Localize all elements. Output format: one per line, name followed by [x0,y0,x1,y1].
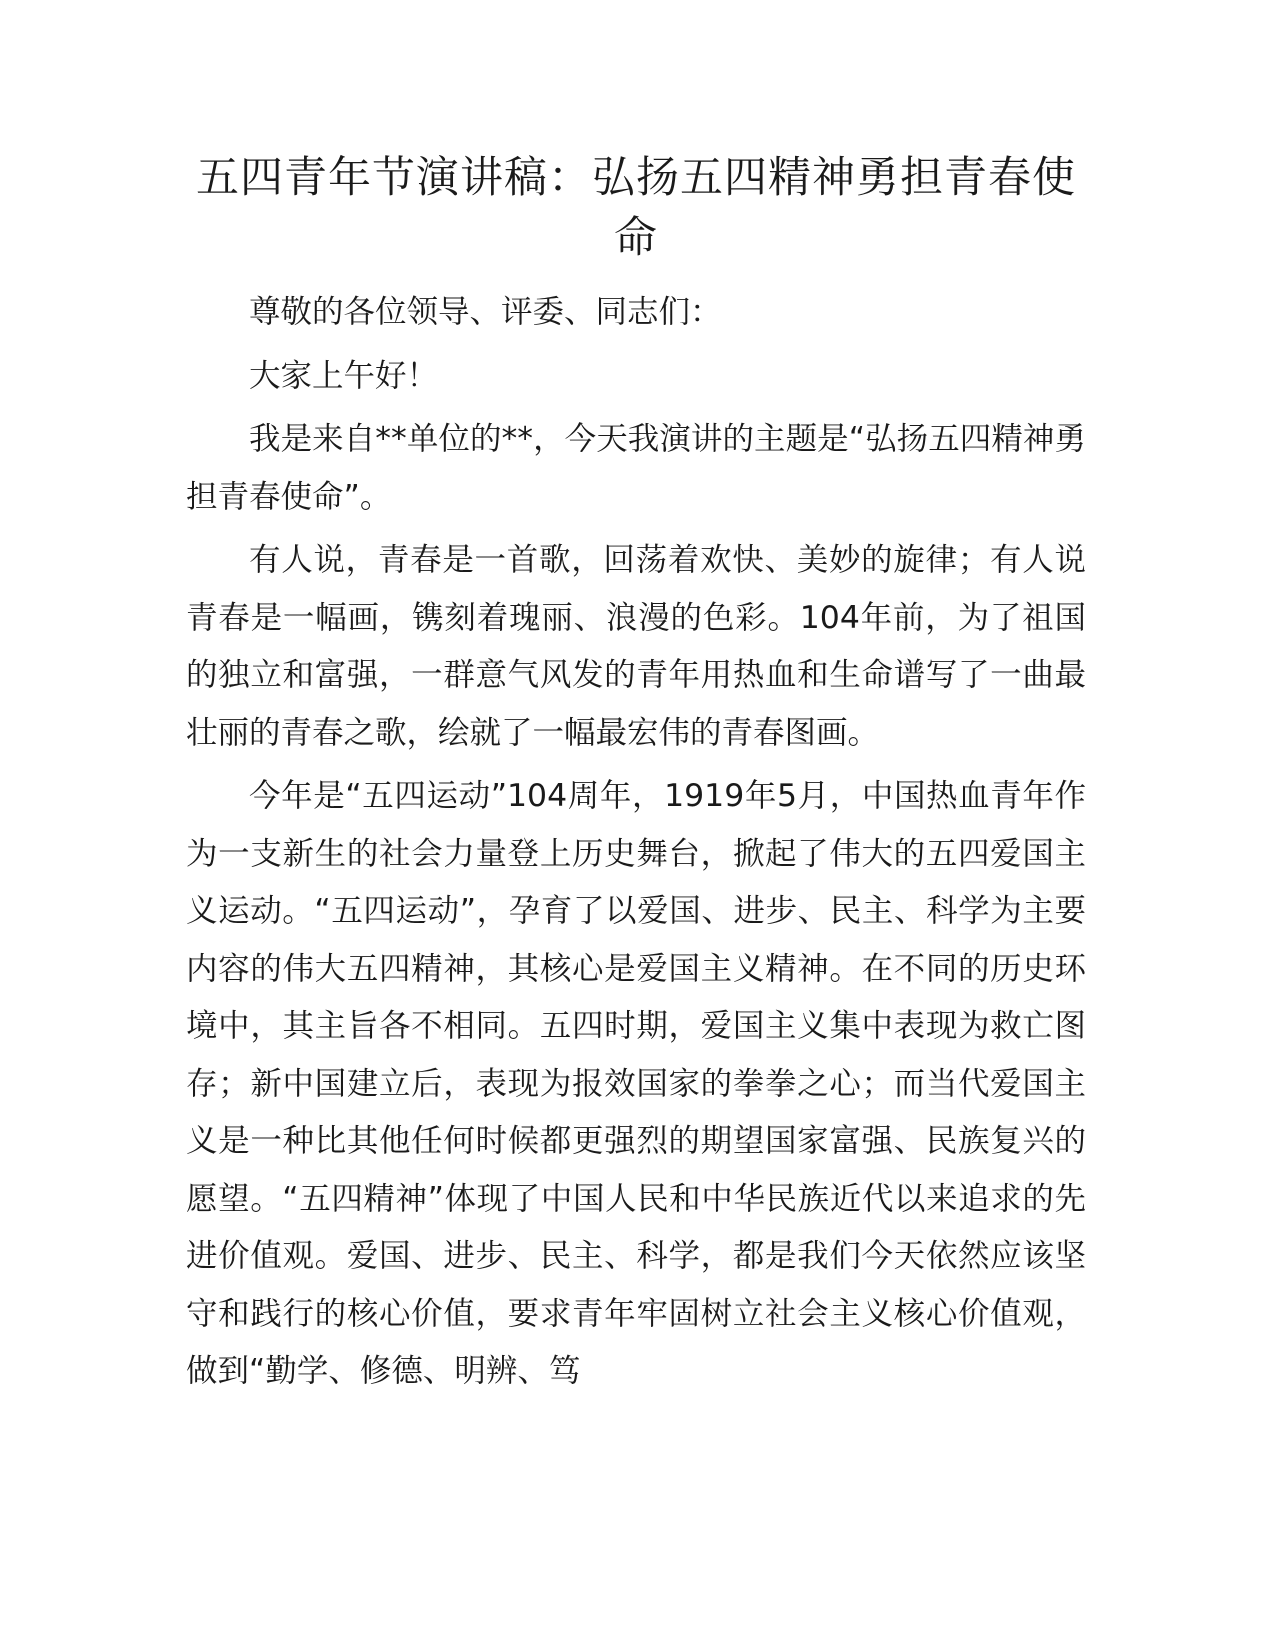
document-page [186,148,1086,1401]
document-title: 五四青年节演讲稿：弘扬五四精神勇担青春使命 [196,153,1076,263]
salutation-paragraph: 尊敬的各位领导、评委、同志们： [249,294,722,330]
introduction-paragraph: 我是来自**单位的**，今天我演讲的主题是“弘扬五四精神勇担青春使命”。 [186,421,1086,515]
body-paragraph-youth: 有人说，青春是一首歌，回荡着欢快、美妙的旋律；有人说青春是一幅画，镌刻着瑰丽、浪漫的色彩。104年前，为了祖国的独立和富强，一群意气风发的青年用热血和生命谱写了一曲最壮丽的青春之歌，绘就了一幅最宏伟的青春图画。 [186,542,1086,751]
body-paragraph-may-fourth: 今年是“五四运动”104周年，1919年5月，中国热血青年作为一支新生的社会力量登上历史舞台，掀起了伟大的五四爱国主义运动。“五四运动”，孕育了以爱国、进步、民主、科学为主要内容的伟大五四精神，其核心是爱国主义精神。在不同的历史环境中，其主旨各不相同。五四时期，爱国主义集中表现为救亡图存；新中国建立后，表现为报效国家的拳拳之心；而当代爱国主义是一种比其他任何时候都更强烈的期望国家富强、民族复兴的愿望。“五四精神”体现了中国人民和中华民族近代以来追求的先进价值观。爱国、进步、民主、科学，都是我们今天依然应该坚守和践行的核心价值，要求青年牢固树立社会主义核心价值观，做到“勤学、修德、明辨、笃 [186,778,1086,1389]
greeting-paragraph: 大家上午好！ [249,357,439,394]
